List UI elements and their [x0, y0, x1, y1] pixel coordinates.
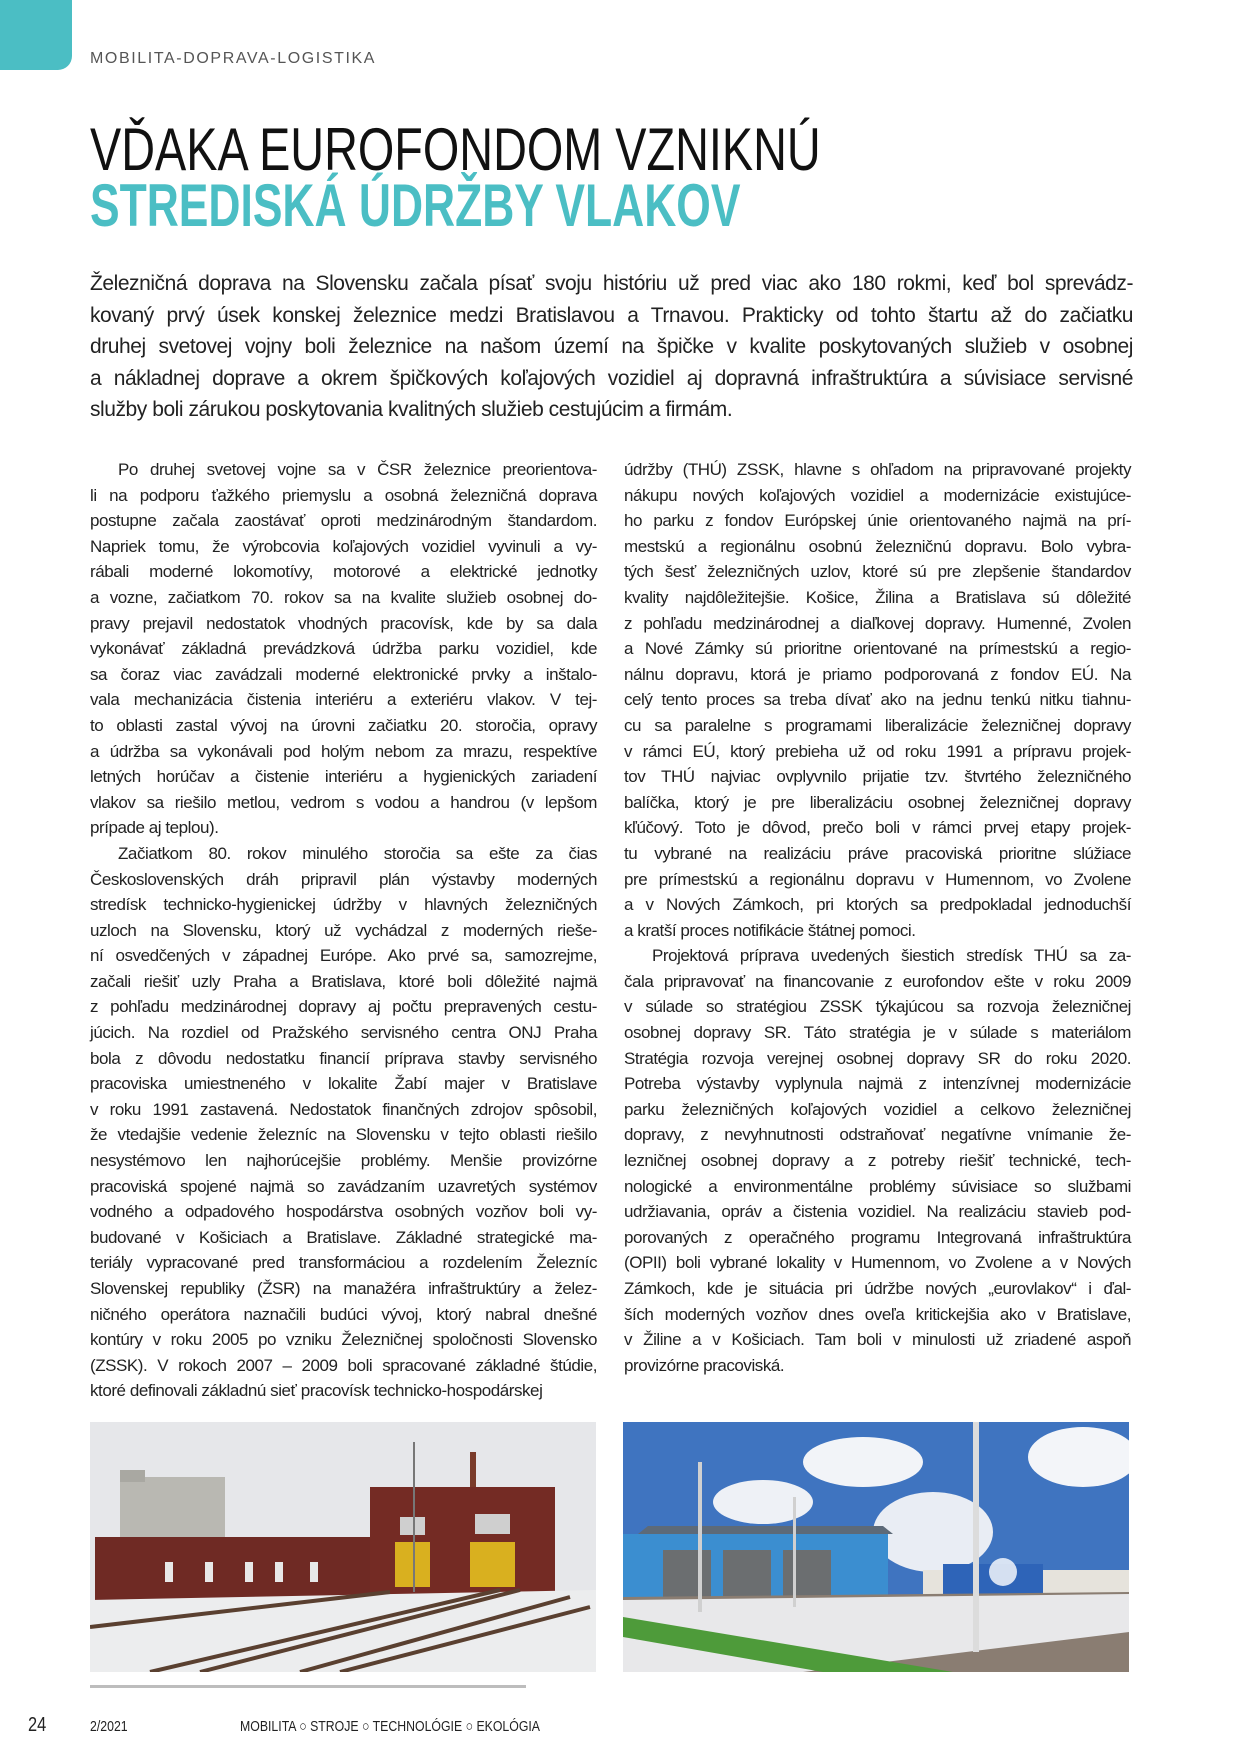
issue-number: 2/2021	[90, 1718, 128, 1735]
text-line: a v Nových Zámkoch, pri ktorých sa predpokladal jednoduchší	[624, 895, 1131, 915]
text-line: Slovenskej republiky (ŽSR) na manažéra infraštruktúry a želez-	[90, 1279, 597, 1298]
text-line: postupne začala zaostávať oproti medzinárodným štandardom.	[90, 511, 597, 531]
text-line: bola z dôvodu nedostatku financií príprava stavby servisného	[90, 1048, 597, 1068]
text-line: sa čoraz viac zavádzali moderné elektronické prvky a inštalo-	[90, 664, 597, 684]
text-line: osobnej dopravy SR. Táto stratégia je v súlade s materiálom	[624, 1023, 1131, 1043]
text-line: začali riešiť uzly Praha a Bratislava, ktoré boli dôležité najmä	[90, 971, 597, 991]
text-line: porovaných z operačného programu Integrovaná infraštruktúra	[624, 1227, 1131, 1247]
text-line: Projektová príprava uvedených šiestich stredísk THÚ sa za-	[652, 946, 1131, 966]
text-line: a Nové Zámky sú prioritne orientované na prímestskú a regio-	[624, 639, 1131, 659]
text-line: údržby (THÚ) ZSSK, hlavne s ohľadom na pripravované projekty	[624, 460, 1131, 479]
text-line: tu vybrané na realizáciu práve pracoviská prioritne slúžiace	[624, 843, 1131, 863]
text-line: budované v Košiciach a Bratislave. Základné strategické ma-	[90, 1227, 597, 1247]
text-line: ktoré definovali základnú sieť pracovísk technicko-hospodárskej	[90, 1381, 543, 1401]
magazine-name: MOBILITA ○ STROJE ○ TECHNOLÓGIE ○ EKOLÓGIA	[240, 1718, 541, 1735]
photo-depot-visualization	[623, 1422, 1129, 1672]
section-label: MOBILITA-DOPRAVA-LOGISTIKA	[90, 50, 377, 67]
text-line: (OPII) boli vybrané lokality v Humennom, vo Zvolene a v Nových	[624, 1253, 1131, 1273]
text-line: čala pripravovať na financovanie z eurofondov ešte v roku 2009	[624, 971, 1131, 991]
text-line: z pohľadu medzinárodnej a diaľkovej dopravy. Humenné, Zvolen	[624, 613, 1131, 633]
body-column-right	[624, 457, 1131, 1378]
text-line: v roku 1991 zastavená. Nedostatok finančných zdrojov spôsobil,	[90, 1099, 597, 1119]
text-line: z pohľadu medzinárodnej dopravy aj počtu prepravených cestu-	[90, 997, 597, 1017]
text-line: a nákladnej doprave a okrem špičkových koľajových vozidiel aj dopravná infraštruktúra a súvisiace servisné	[90, 366, 1133, 390]
text-line: ní osvedčených v západnej Európe. Ako prvé sa, samozrejme,	[90, 946, 597, 966]
headline-line-2: STREDISKÁ ÚDRŽBY VLAKOV	[90, 172, 741, 239]
text-line: uzloch na Slovensku, ktorý už vychádzal z moderných rieše-	[90, 920, 597, 940]
text-line: parku železničných koľajových vozidiel a celkovo železničnej	[624, 1099, 1131, 1119]
text-line: dopravy, z nevyhnutnosti odstraňovať negatívne vnímanie že-	[624, 1125, 1131, 1145]
text-line: letných horúčav a čistenie interiéru a hygienických zariadení	[90, 767, 597, 787]
text-line: služby boli zárukou poskytovania kvalitných služieb cestujúcim a firmám.	[90, 398, 733, 421]
text-line: balíčka, ktorý je pre liberalizáciu osobnej železničnej dopravy	[624, 792, 1131, 812]
text-line: udržiavania, opráv a čistenia vozidiel. Na realizáciu stavieb pod-	[624, 1202, 1131, 1222]
text-line: a vozne, začiatkom 70. rokov sa na kvalite služieb osobnej do-	[90, 587, 597, 607]
text-line: Začiatkom 80. rokov minulého storočia sa ešte za čias	[118, 843, 597, 863]
text-line: ších moderných vozňov dnes oveľa kritickejšia ako v Bratislave,	[624, 1304, 1131, 1324]
text-line: kovaný prvý úsek konskej železnice medzi Bratislavou a Trnavou. Prakticky od tohto štartu až do začiatku	[90, 303, 1133, 327]
text-line: nologické a environmentálne problémy súvisiace so službami	[624, 1176, 1131, 1196]
text-line: to oblasti zastal vývoj na úrovni začiatku 20. storočia, opravy	[90, 715, 597, 735]
text-line: Napriek tomu, že výrobcovia koľajových vozidiel vyvinuli a vy-	[90, 536, 597, 556]
text-line: Po druhej svetovej vojne sa v ČSR železnice preorientova-	[118, 460, 597, 479]
text-line: provizórne pracoviská.	[624, 1355, 785, 1375]
text-line: nesystémovo len najhorúcejšie problémy. Menšie provizórne	[90, 1151, 597, 1171]
text-line: vodného a odpadového hospodárstva osobných vozňov boli vy-	[90, 1202, 597, 1222]
text-line: nálnu dopravu, ktorá je priamo podporovaná z fondov EÚ. Na	[624, 664, 1131, 684]
text-line: vykonávať základná prevádzková údržba parku vozidiel, kde	[90, 639, 597, 659]
body-column-left	[90, 457, 597, 1404]
text-line: Potreba výstavby vyplynula najmä z intenzívnej modernizácie	[624, 1074, 1131, 1094]
page-number: 24	[28, 1714, 47, 1736]
text-line: vlakov sa riešilo metlou, vedrom s vodou a handrou (v lepšom	[90, 792, 597, 812]
text-line: tov THÚ najviac ovplyvnilo prijatie tzv. štvrtého železničného	[624, 767, 1131, 787]
text-line: júcich. Na rozdiel od Pražského servisného centra ONJ Praha	[90, 1023, 597, 1043]
text-line: cu sa paralelne s programami liberalizácie železničnej dopravy	[624, 715, 1131, 735]
text-line: že vtedajšie vedenie železníc na Slovensku v tejto oblasti riešilo	[90, 1125, 597, 1145]
text-line: prípade aj teplou).	[90, 818, 219, 838]
text-line: ničného operátora naznačili budúci vývoj, ktorý nabral dnešné	[90, 1304, 597, 1324]
text-line: druhej svetovej vojny boli železnice na našom území na špičke v kvalite poskytovaných služieb v osobnej	[90, 335, 1133, 358]
text-line: Zámkoch, kde je situácia pri údržbe nových „eurovlakov“ i ďal-	[624, 1279, 1131, 1298]
photo-maintenance-depot	[90, 1422, 596, 1672]
text-line: li na podporu ťažkého priemyslu a osobná železničná doprava	[90, 485, 597, 505]
text-line: celý tento proces sa treba dívať ako na jednu tenkú nitku tiahnu-	[624, 690, 1131, 710]
text-line: kontúry v roku 2005 po vzniku Železničnej spoločnosti Slovensko	[90, 1330, 597, 1350]
footer-divider	[90, 1685, 526, 1688]
text-line: v Žiline a v Košiciach. Tam boli v minulosti už zriadené aspoň	[624, 1330, 1131, 1350]
text-line: (ZSSK). V rokoch 2007 – 2009 boli spracované základné štúdie,	[90, 1355, 597, 1375]
text-line: pracoviská spojené najmä so zavádzaním uzavretých systémov	[90, 1176, 597, 1196]
text-line: ho parku z fondov Európskej únie orientovaného najmä na prí-	[624, 511, 1131, 531]
text-line: v rámci EÚ, ktorý prebieha už od roku 1991 a prípravu projek-	[624, 741, 1131, 761]
text-line: vala mechanizácia čistenia interiéru a exteriéru vlakov. V tej-	[90, 690, 597, 710]
text-line: v súlade so stratégiou ZSSK týkajúcou sa rozvoja železničnej	[624, 997, 1131, 1017]
headline-line-1: VĎAKA EUROFONDOM VZNIKNÚ	[90, 116, 821, 183]
text-line: rábali moderné lokomotívy, motorové a elektrické jednotky	[90, 562, 597, 582]
text-line: lezničnej osobnej dopravy a z potreby riešiť technické, tech-	[624, 1151, 1131, 1171]
text-line: Československých dráh pripravil plán výstavby moderných	[90, 869, 597, 889]
text-line: pracoviska umiestneného v lokalite Žabí majer v Bratislave	[90, 1074, 597, 1094]
intro-paragraph	[90, 268, 1133, 426]
text-line: teriály vypracované pred transformáciou a rozdelením Železníc	[90, 1253, 597, 1273]
text-line: kľúčový. Toto je dôvod, prečo boli v rámci prvej etapy projek-	[624, 818, 1131, 838]
text-line: kvality najdôležitejšie. Košice, Žilina a Bratislava sú dôležité	[624, 587, 1131, 607]
text-line: pre prímestskú a regionálnu dopravu v Humennom, vo Zvolene	[624, 869, 1131, 889]
section-tab-marker	[0, 0, 72, 70]
text-line: pravy prejavil nedostatok vhodných pracovísk, kde by sa dala	[90, 613, 597, 633]
text-line: a údržba sa vykonávali pod holým nebom za mrazu, respektíve	[90, 741, 597, 761]
text-line: tých šesť železničných uzlov, ktoré sú pre zlepšenie štandardov	[624, 562, 1131, 582]
text-line: mestskú a regionálnu osobnú železničnú dopravu. Bolo vybra-	[624, 536, 1131, 556]
text-line: Železničná doprava na Slovensku začala písať svoju históriu už pred viac ako 180 rokmi, keď bol sprevádz-	[90, 272, 1133, 295]
text-line: stredísk technicko-hygienickej údržby v hlavných železničných	[90, 895, 597, 915]
text-line: a kratší proces notifikácie štátnej pomoci.	[624, 920, 916, 940]
text-line: nákupu nových koľajových vozidiel a modernizácie existujúce-	[624, 485, 1131, 505]
text-line: Stratégia rozvoja verejnej osobnej dopravy SR do roku 2020.	[624, 1048, 1131, 1068]
